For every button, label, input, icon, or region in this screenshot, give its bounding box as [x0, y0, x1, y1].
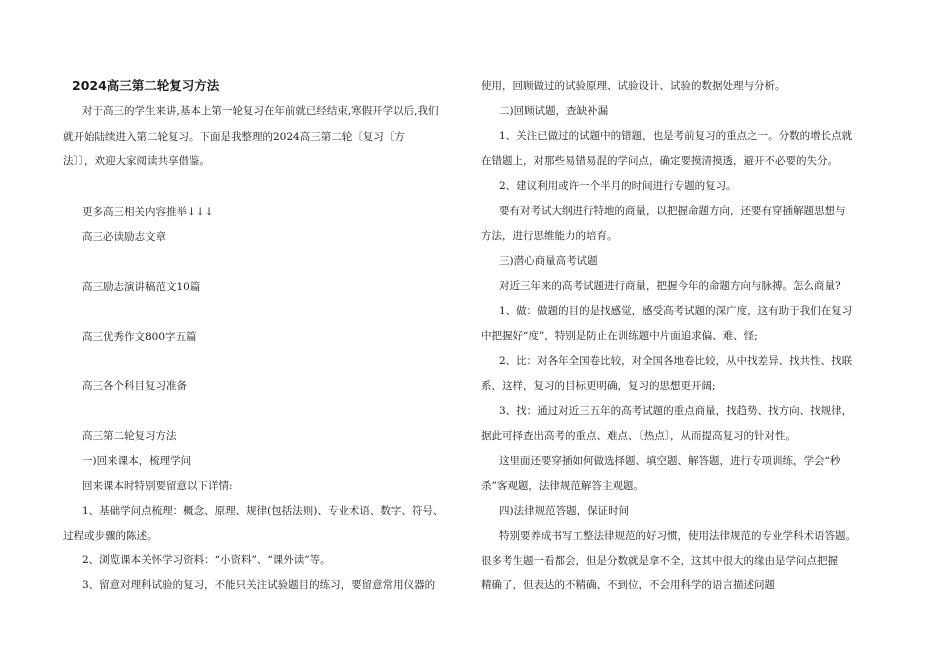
paragraph-line: 2、建议利用或许一个半月的时间进行专题的复习。 — [499, 180, 737, 192]
paragraph-line: 方法，进行思维能力的培育。 — [481, 230, 618, 242]
paragraph-line: 1、基础学问点梳理：概念、原理、规律(包括法则)、专业术语、数字、符号、 — [82, 505, 444, 517]
paragraph-line: 杀”客观题，法律规范解答主观题。 — [481, 480, 644, 492]
section-heading: 三)潜心商量高考试题 — [499, 255, 598, 267]
section-heading: 一)回来课本，梳理学问 — [82, 455, 192, 467]
paragraph-line: 2、浏览课本关怀学习资料：“小资料”、“课外读”等。 — [82, 554, 331, 566]
section-heading: 二)回顾试题，查缺补漏 — [499, 105, 609, 117]
intro-line: 就开始陆续进入第二轮复习。下面是我整理的2024高三第二轮〔复习〔方 — [63, 131, 405, 143]
related-link[interactable]: 高三优秀作文800字五篇 — [82, 331, 197, 343]
paragraph-line: 使用，回顾做过的试验原理、试验设计、试验的数据处理与分析。 — [481, 80, 786, 92]
paragraph-line: 特别要养成书写工整法律规范的好习惯，使用法律规范的专业学科术语答题。 — [499, 530, 856, 542]
paragraph-line: 3、留意对理科试验的复习，不能只关注试验题目的练习，要留意常用仪器的 — [82, 579, 436, 591]
paragraph-line: 1、做：做题的目的是找感觉，感受高考试题的深广度，这有助于我们在复习 — [499, 305, 853, 317]
page-title: 2024高三第二轮复习方法 — [72, 78, 220, 93]
paragraph-line: 精确了，但表达的不精确、不到位，不会用科学的语言描述问题 — [481, 579, 775, 591]
paragraph-line: 回来课本时特别要留意以下详情: — [82, 480, 233, 492]
intro-line: 法〕〕，欢迎大家阅读共享借鉴。 — [63, 155, 210, 167]
related-link[interactable]: 高三各个科目复习准备 — [82, 380, 187, 392]
paragraph-line: 在错题上，对那些易错易混的学问点，确定要摸清摸透，避开不必要的失分。 — [481, 155, 838, 167]
related-link[interactable]: 高三必读励志文章 — [82, 231, 166, 243]
paragraph-line: 这里面还要穿插如何做选择题、填空题、解答题，进行专项训练，学会“秒 — [499, 455, 841, 467]
paragraph-line: 过程或步骤的陈述。 — [63, 530, 158, 542]
paragraph-line: 很多考生题一看都会，但是分数就是拿不全，这其中很大的缘由是学问点把握 — [481, 555, 838, 567]
paragraph-line: 2、比：对各年全国卷比较，对全国各地卷比较，从中找差异、找共性、找联 — [499, 355, 853, 367]
paragraph-line: 要有对考试大纲进行特地的商量，以把握命题方向，还要有穿插解题思想与 — [499, 205, 846, 217]
paragraph-line: 系，这样，复习的目标更明确，复习的思想更开阔; — [481, 380, 716, 392]
related-link[interactable]: 高三第二轮复习方法 — [82, 430, 177, 442]
paragraph-line: 据此可择查出高考的重点、难点、〔热点〕，从而提高复习的针对性。 — [481, 430, 796, 442]
paragraph-line: 对近三年来的高考试题进行商量，把握今年的命题方向与脉搏。怎么商量? — [499, 280, 841, 292]
related-link[interactable]: 高三励志演讲稿范文10篇 — [82, 281, 201, 293]
paragraph-line: 1、关注已做过的试题中的错题，也是考前复习的重点之一。分数的增长点就 — [499, 130, 853, 142]
related-header: 更多高三相关内容推举↓↓↓ — [82, 206, 214, 218]
intro-line: 对于高三的学生来讲,基本上第一轮复习在年前就已经结束,寒假开学以后,我们 — [82, 105, 439, 117]
section-heading: 四)法律规范答题，保证时间 — [499, 505, 630, 517]
paragraph-line: 3、找：通过对近三五年的高考试题的重点商量，找趋势、找方向、找规律， — [499, 405, 853, 417]
paragraph-line: 中把握好“度”，特别是防止在训练题中片面追求偏、难、怪; — [481, 330, 758, 342]
